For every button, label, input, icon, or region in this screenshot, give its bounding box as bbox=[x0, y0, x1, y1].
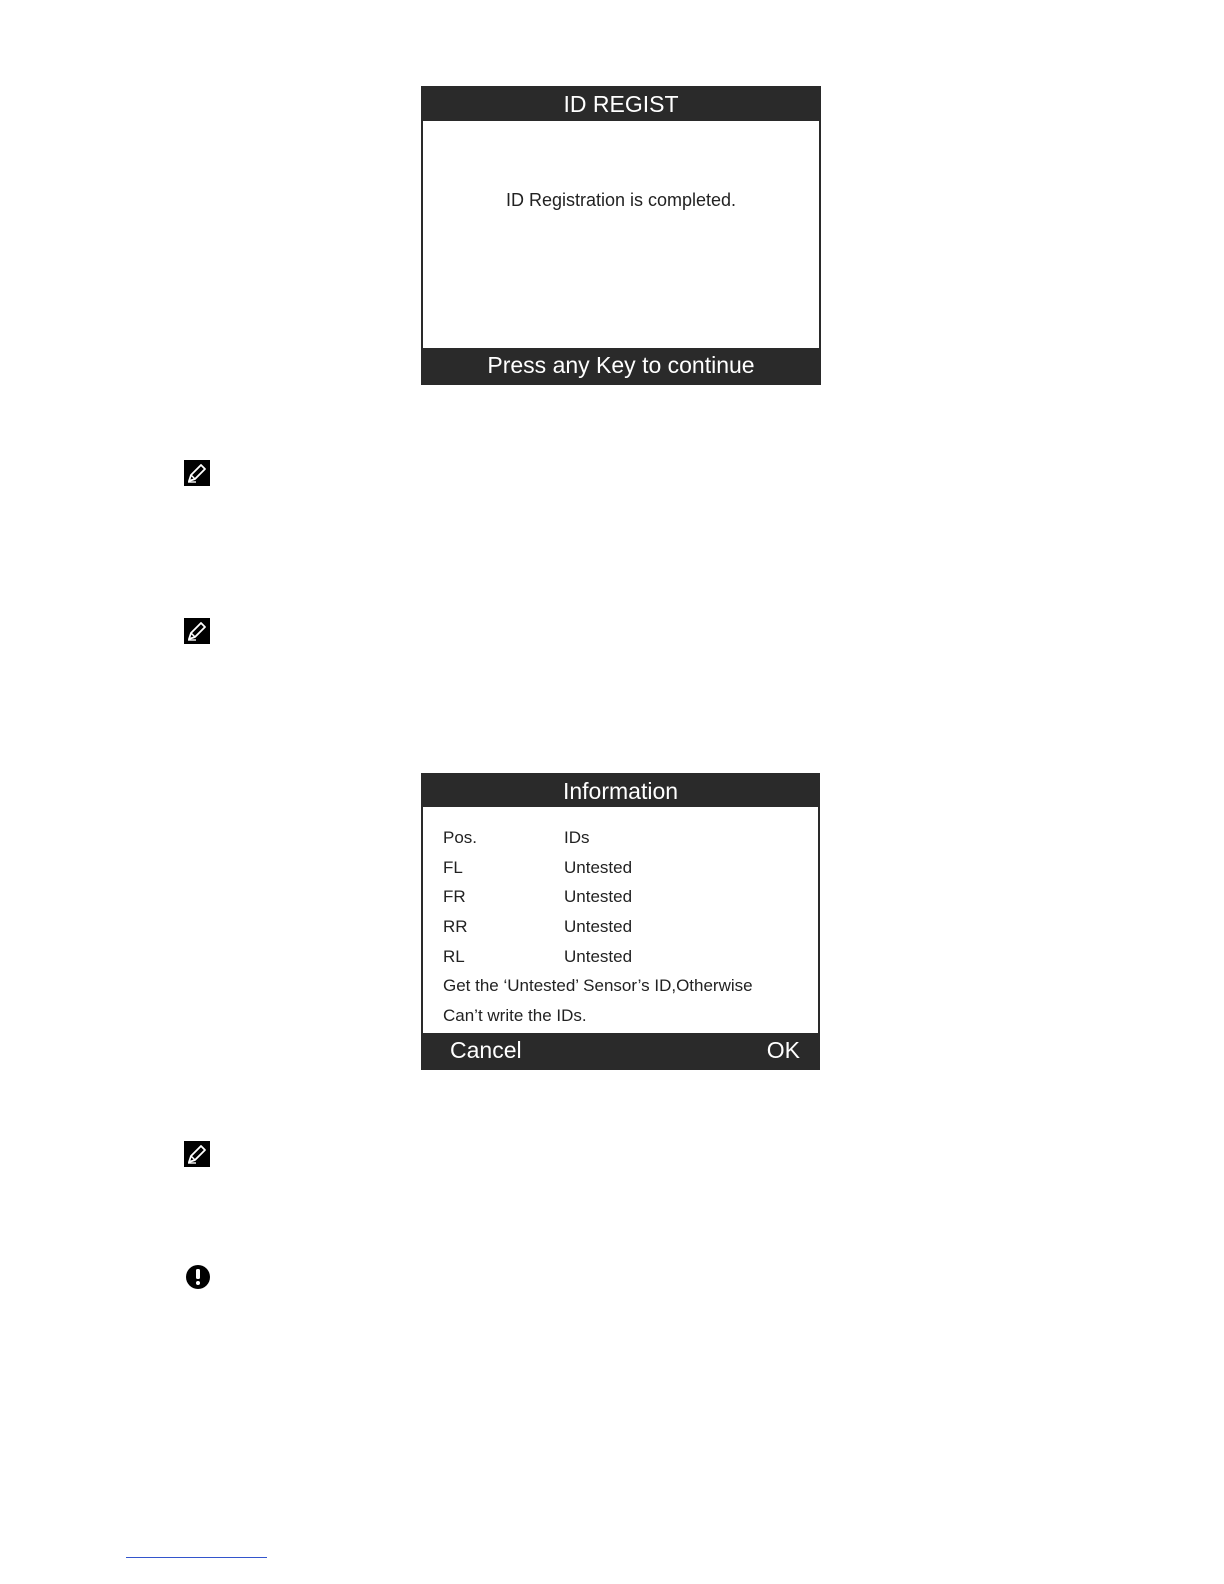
table-row bbox=[443, 912, 808, 942]
row-position: RR bbox=[443, 917, 468, 937]
warning-text-line-1: Get the ‘Untested’ Sensor’s ID,Otherwise bbox=[443, 976, 753, 996]
pencil-note-icon bbox=[184, 1141, 210, 1167]
ok-button[interactable]: OK bbox=[766, 1037, 800, 1063]
screen-title: ID REGIST bbox=[423, 88, 819, 121]
id-regist-screen bbox=[421, 86, 821, 385]
pencil-note-icon bbox=[184, 618, 210, 644]
footnote-separator bbox=[126, 1557, 267, 1558]
screen-title: Information bbox=[423, 775, 818, 807]
pos-header: Pos. bbox=[443, 828, 478, 847]
row-position: FR bbox=[443, 887, 466, 907]
row-position: RL bbox=[443, 946, 465, 966]
cancel-button[interactable]: Cancel bbox=[450, 1037, 522, 1063]
row-position: FL bbox=[443, 857, 463, 877]
table-row bbox=[443, 882, 808, 912]
row-id-status: Untested bbox=[564, 946, 633, 966]
sensor-id-table bbox=[443, 823, 808, 1031]
action-bar bbox=[423, 1033, 818, 1068]
information-screen bbox=[421, 773, 820, 1070]
table-header bbox=[443, 823, 808, 853]
ids-header: IDs bbox=[564, 828, 590, 847]
table-row bbox=[443, 853, 808, 883]
pencil-note-icon bbox=[184, 460, 210, 486]
row-id-status: Untested bbox=[564, 887, 633, 907]
continue-prompt[interactable]: Press any Key to continue bbox=[423, 348, 819, 383]
warning-text-line-2: Can’t write the IDs. bbox=[443, 1006, 587, 1026]
exclamation-warning-icon bbox=[185, 1264, 211, 1290]
completion-message: ID Registration is completed. bbox=[505, 190, 737, 210]
row-id-status: Untested bbox=[564, 857, 633, 877]
row-id-status: Untested bbox=[564, 917, 633, 937]
table-row bbox=[443, 942, 808, 972]
